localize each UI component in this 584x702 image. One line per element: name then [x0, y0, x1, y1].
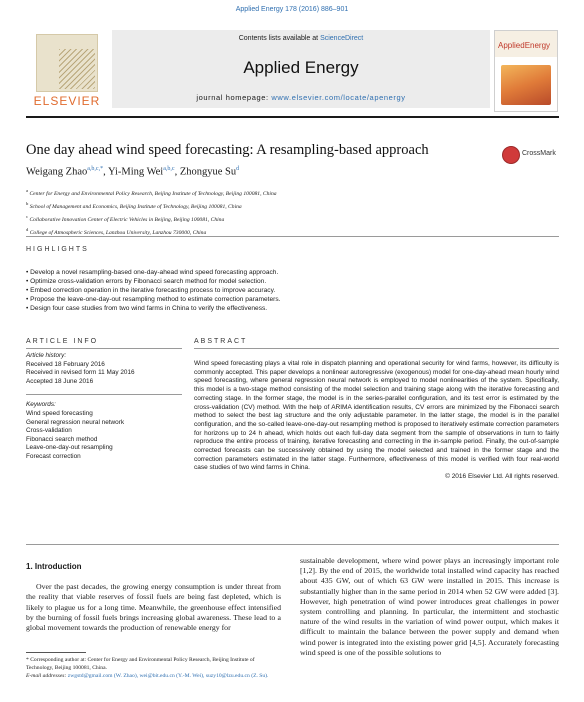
email-links[interactable]: zwgstd@gmail.com (W. Zhao), wei@bit.edu.cn (Y.-M. Wei), suzy10@lzu.edu.cn (Z. Su). [67, 673, 269, 679]
crossmark-label: CrossMark [522, 150, 556, 157]
keywords-label: Keywords: [26, 401, 56, 409]
tree-logo-icon [36, 34, 98, 92]
highlight-item: • Propose the leave-one-day-out resampling method to estimate correction parameters. [26, 296, 281, 303]
highlights-top-rule [26, 236, 559, 237]
abstract-text: Wind speed forecasting plays a vital role in dispatch planning and operational security for wind farms, however, its difficulty is commonly accepted. This paper develops a nonlinear autoregressive (exogenous) model for one-day-ahead mean hourly wind speed forecasting, where general regression neural network is employed to model nonlinearities of the system. Specifically, this model is a two-stage method consisting of the model selection and training stage along with the iterative forecasting and correcting stage. In the former stage, the model is in the series-parallel configuration, and its test error is estimated by the cross-validation (CV) method. With the help of ARIMA identification results, CV errors are minimized by the Fibonacci search method to select the best lag structure and the only adjustable parameter. In the latter stage, the model is in the parallel configuration, and the so-called leave-one-day-out resampling method is proposed to iteratively estimate correction parameters for horizons up to 24 h ahead, which holds out each full-day data segment from the sample of observations in turn to fairly reproduce the entire process of training, iterative forecasting and correcting in the in-sample period. Finally, the out-of-sample corrected forecasts can be successively obtained by using the model selected and trained in the former stage and the correction parameters estimated in the latter stage. Furthermore, effectiveness of this model is verified with four real-world case studies of two wind farms in China. [194, 360, 559, 472]
cover-art-icon [501, 65, 551, 105]
homepage-link[interactable]: www.elsevier.com/locate/apenergy [271, 93, 406, 102]
journal-cover [494, 30, 558, 112]
abstract-rule [194, 348, 559, 349]
body-top-rule [26, 544, 559, 545]
author-list: Weigang Zhao$^{a,b,c,*}$, Yi-Ming Wei$^{a,b,c}$, Zhongyue Su$^d$ [26, 166, 240, 178]
keyword-item: Leave-one-day-out resampling [26, 444, 113, 452]
journal-citation[interactable]: Applied Energy 178 (2016) 886–901 [235, 6, 349, 13]
author-affil-sup[interactable]: a,b,c,* [87, 166, 104, 172]
contents-prefix: Contents lists available at [238, 35, 321, 42]
crossmark-badge[interactable] [502, 146, 556, 168]
author-name[interactable]: Yi-Ming Wei [107, 166, 164, 178]
footnotes [26, 656, 281, 680]
keyword-item: Cross-validation [26, 427, 72, 435]
abstract-body [194, 360, 559, 482]
contents-line [112, 35, 490, 42]
author-name[interactable]: Weigang Zhao [26, 166, 88, 178]
highlights-heading: HIGHLIGHTS [26, 246, 89, 253]
elsevier-logo [26, 30, 106, 110]
footnote-rule [26, 652, 86, 653]
history-item: Received in revised form 11 May 2016 [26, 369, 135, 377]
homepage-prefix: journal homepage: [196, 93, 272, 102]
body-column-left [26, 556, 281, 633]
affiliation-item: $^c$ Collaborative Innovation Center of Electric Vehicles in Beijing, Beijing 100081, China [26, 213, 225, 223]
affiliation-item: $^b$ School of Management and Economics, Beijing Institute of Technology, Beijing 100081, China [26, 200, 242, 210]
homepage-line [112, 93, 490, 102]
body-column-right [300, 556, 559, 658]
copyright-line: © 2016 Elsevier Ltd. All rights reserved. [445, 473, 559, 481]
cover-title: AppliedEnergy [498, 41, 551, 50]
keyword-item: General regression neural network [26, 418, 125, 426]
keywords-rule [26, 394, 182, 395]
publisher-logo-text: ELSEVIER [33, 94, 101, 108]
sciencedirect-link[interactable]: ScienceDirect [320, 35, 364, 42]
body-paragraph: Over the past decades, the growing energy consumption is under threat from the reality that viable reserves of fossil fuels are being fast depleted, which is likely to plague us for a long time. Meanwhile, the greenhouse effect intensified by the burning of fossil fuels brings increasing global awareness. These lead to a global movement towards the production of renewable energy for [26, 582, 281, 633]
keyword-item: Wind speed forecasting [26, 409, 93, 417]
highlight-item: • Optimize cross-validation errors by Fibonacci search method for model selection. [26, 278, 267, 285]
paper-title: One day ahead wind speed forecasting: A resampling-based approach [26, 142, 429, 158]
history-item: Accepted 18 June 2016 [26, 377, 94, 385]
journal-name: Applied Energy [243, 58, 359, 77]
article-info [26, 352, 182, 462]
email-note: E-mail addresses: zwgstd@gmail.com (W. Zhao), wei@bit.edu.cn (Y.-M. Wei), suzy10@lzu.edu.cn (Z. Su). [26, 673, 269, 679]
keyword-item: Forecast correction [26, 452, 81, 460]
author-affil-sup[interactable]: d [236, 166, 240, 172]
body-paragraph: sustainable development, where wind power plays an increasingly important role [1,2]. By the end of 2015, the worldwide total installed wind capacity has reached about 435 GW, out of which 63 GW were installed in 2015. This increase is substantially higher than in the same period in 2014 when 52 GW were added [3]. However, high penetration of wind power introduces great challenges in power system controlling and planning. In particular, the intermittent and stochastic nature of the wind results in the variation of wind power output, which makes it difficult to maintain the balance between the power supply and demand when wind power is integrated into the existing power grid [4,5]. Accurately forecasting wind speed is one of the possible solutions to [300, 556, 559, 657]
header-divider [26, 116, 559, 118]
article-info-rule [26, 348, 182, 349]
article-info-heading: ARTICLE INFO [26, 338, 99, 345]
crossmark-icon [502, 146, 520, 164]
history-item: Received 18 February 2016 [26, 360, 105, 368]
highlight-item: • Develop a novel resampling-based one-day-ahead wind speed forecasting approach. [26, 269, 279, 276]
history-label: Article history: [26, 352, 67, 359]
affiliation-item: $^d$ College of Atmospheric Sciences, Lanzhou University, Lanzhou 730000, China [26, 226, 207, 236]
author-name[interactable]: Zhongyue Su [179, 166, 237, 178]
author-affil-sup[interactable]: a,b,c [163, 166, 175, 172]
keyword-item: Fibonacci search method [26, 435, 98, 443]
highlight-item: • Embed correction operation in the iterative forecasting process to improve accuracy. [26, 287, 276, 294]
affiliation-item: $^a$ Center for Energy and Environmental Policy Research, Beijing Institute of Technology, Beijing 100081, China [26, 188, 277, 197]
abstract-heading: ABSTRACT [194, 338, 248, 345]
section-heading: 1. Introduction [26, 562, 82, 571]
highlight-item: • Design four case studies from two wind farms in China to verify the effectiveness. [26, 305, 268, 312]
highlights-list [26, 268, 559, 313]
affiliations [26, 186, 546, 237]
corresponding-author-note: * Corresponding author at: Center for Energy and Environmental Policy Research, Beijing Institute of Technology, Beijing 100081, China. [26, 657, 255, 671]
